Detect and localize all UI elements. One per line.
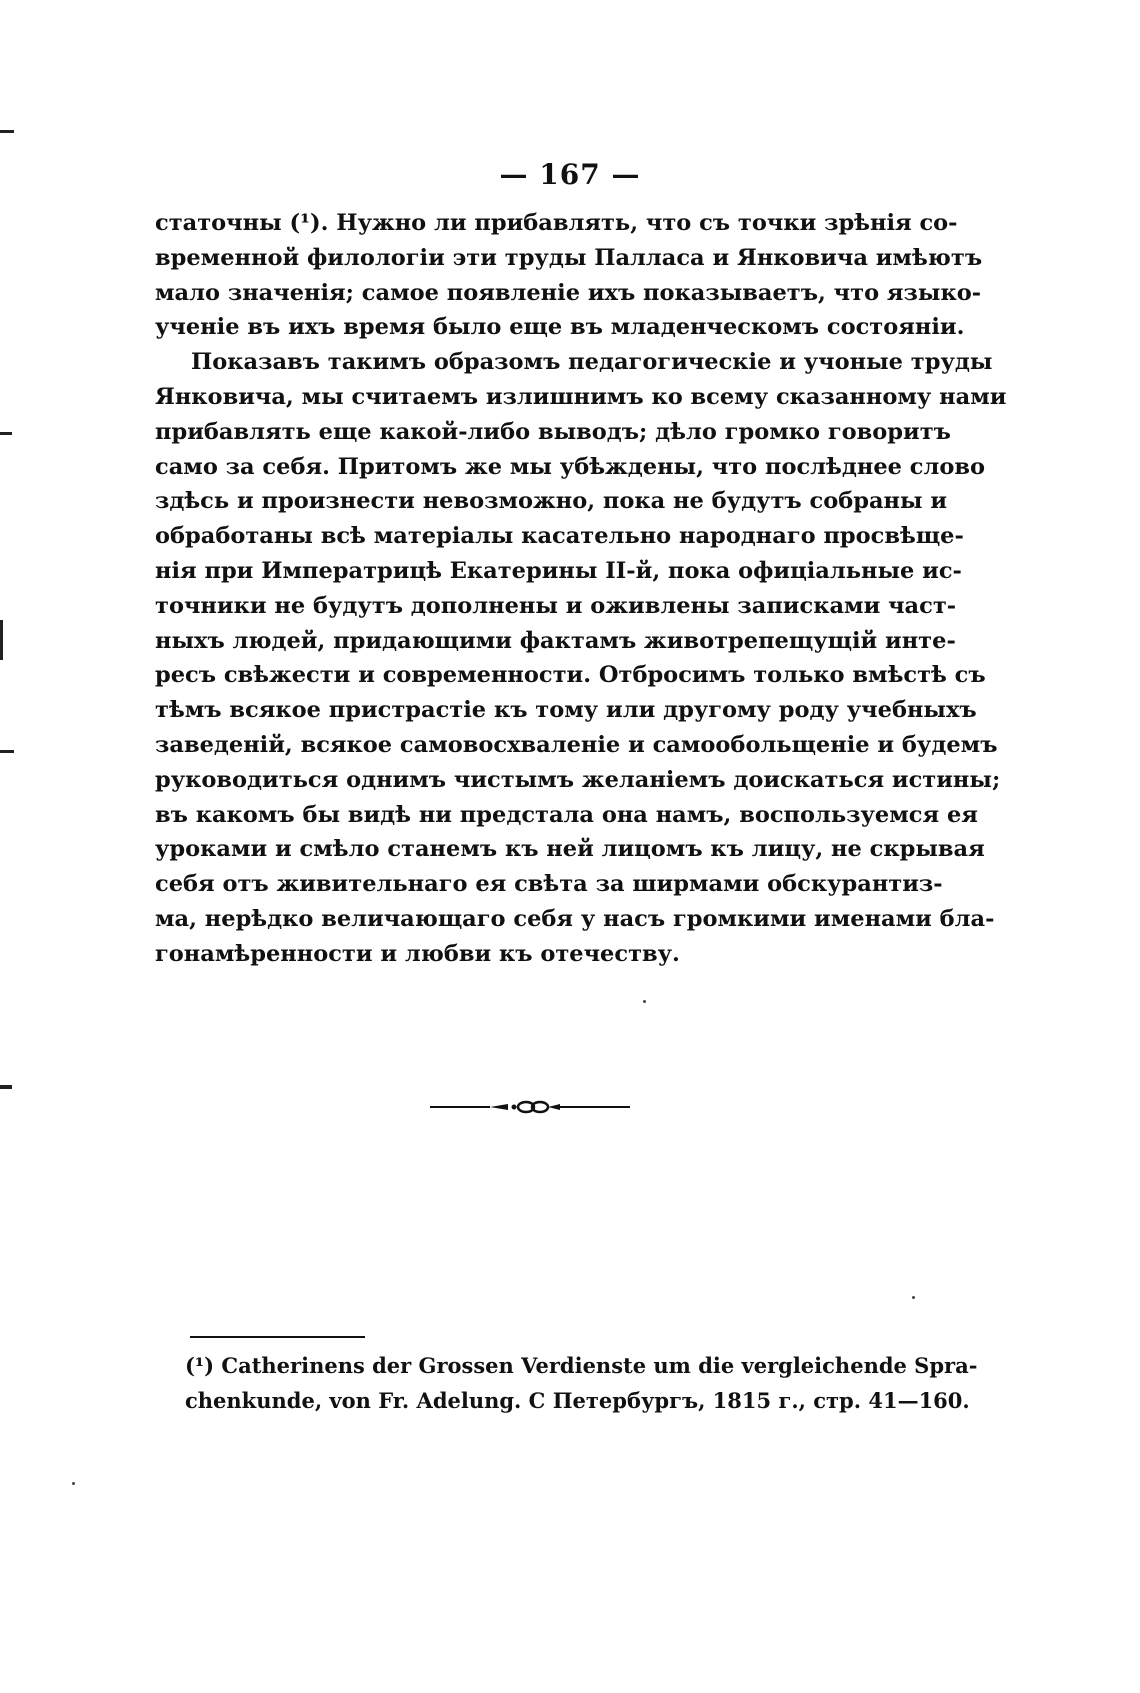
footnote-line: (¹) Catherinens der Grossen Verdienste um die vergleichende Spra-	[185, 1353, 978, 1378]
main-text	[155, 206, 1007, 972]
text-line: тѣмъ всякое пристрастіе къ тому или другому роду учебныхъ	[155, 697, 977, 724]
text-line: въ какомъ бы видѣ ни предстала она намъ, воспользуемся ея	[155, 801, 978, 828]
scan-speck	[72, 1482, 75, 1485]
text-line: мало значенія; самое появленіе ихъ показываетъ, что языко-	[155, 279, 982, 306]
scan-speck	[912, 1296, 915, 1299]
text-line: Показавъ такимъ образомъ педагогическіе и учоные труды	[191, 349, 993, 376]
footnote-line: chenkunde, von Fr. Adelung. С Петербургъ, 1815 г., стр. 41—160.	[185, 1388, 970, 1413]
scan-mark	[0, 1085, 12, 1089]
text-line: нія при Императрицѣ Екатерины II-й, пока офиціальные ис-	[155, 557, 962, 584]
scan-mark	[0, 620, 3, 660]
text-line: уроками и смѣло станемъ къ ней лицомъ къ лицу, не скрывая	[155, 836, 985, 863]
scan-mark	[0, 130, 14, 133]
scan-mark	[0, 750, 14, 753]
page-number: — 167 —	[499, 158, 641, 191]
text-line: ныхъ людей, придающими фактамъ животрепещущій инте-	[155, 627, 956, 654]
footnote	[185, 1348, 978, 1418]
text-line: обработаны всѣ матеріалы касательно народнаго просвѣще-	[155, 523, 964, 550]
text-line: здѣсь и произнести невозможно, пока не будутъ собраны и	[155, 488, 948, 515]
text-line: руководиться однимъ чистымъ желаніемъ доискаться истины;	[155, 766, 1001, 793]
scan-mark	[0, 432, 12, 435]
text-line: само за себя. Притомъ же мы убѣждены, что послѣднее слово	[155, 453, 986, 480]
text-line: себя отъ живительнаго ея свѣта за ширмами обскурантиз-	[155, 871, 943, 898]
fleuron-ornament-icon	[430, 1097, 630, 1117]
text-line: ученіе въ ихъ время было еще въ младенческомъ состояніи.	[155, 314, 965, 341]
text-line: ресъ свѣжести и современности. Отбросимъ только вмѣстѣ съ	[155, 662, 986, 689]
scan-speck	[643, 1000, 646, 1003]
text-line: Янковича, мы считаемъ излишнимъ ко всему сказанному нами	[155, 383, 1007, 410]
text-line: точники не будутъ дополнены и оживлены записками част-	[155, 592, 957, 619]
text-line: прибавлять еще какой-либо выводъ; дѣло громко говоритъ	[155, 418, 951, 445]
text-line: статочны (¹). Нужно ли прибавлять, что съ точки зрѣнія со-	[155, 210, 958, 236]
footnote-divider	[190, 1336, 365, 1338]
text-line: заведеній, всякое самовосхваленіе и самообольщеніе и будемъ	[155, 731, 998, 758]
text-line: ма, нерѣдко величающаго себя у насъ громкими именами бла-	[155, 905, 995, 932]
text-line: гонамѣренности и любви къ отечеству.	[155, 940, 680, 967]
text-line: временной филологіи эти труды Палласа и Янковича имѣютъ	[155, 244, 983, 271]
